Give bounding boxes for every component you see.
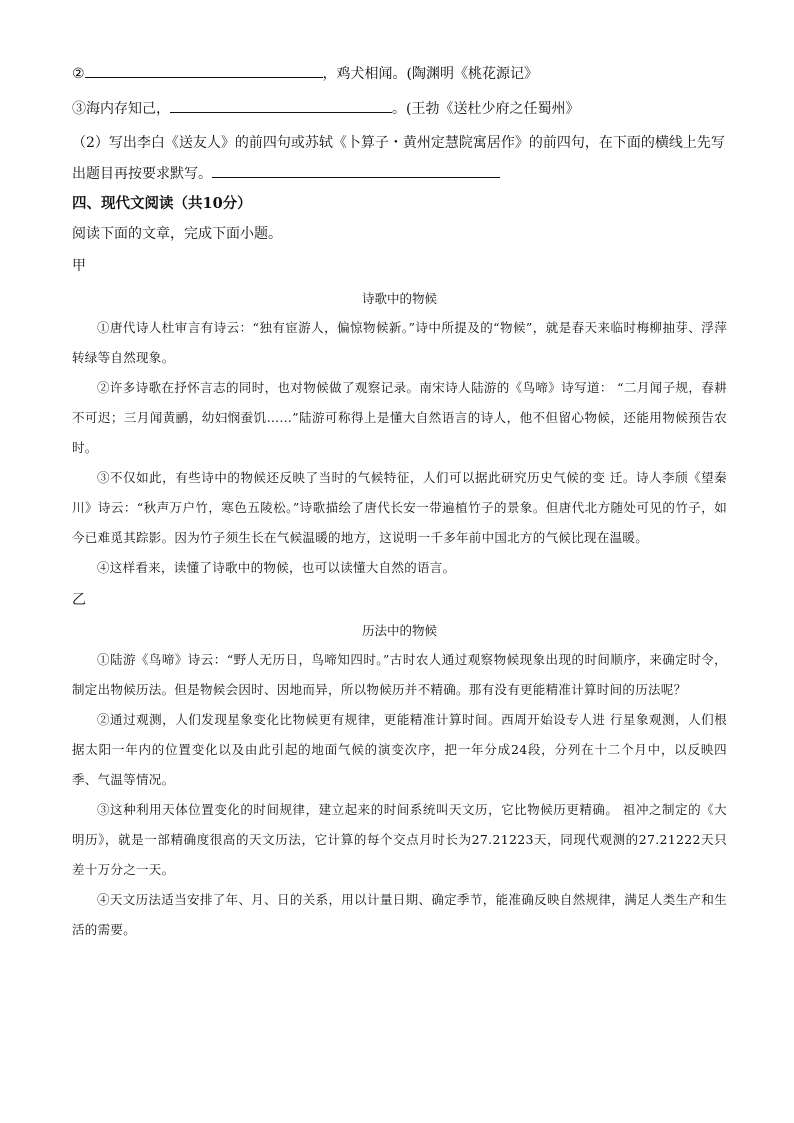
fill-line-2 (72, 62, 727, 85)
answer-blank-2[interactable] (85, 62, 323, 78)
article-b-paragraph-2: ②通过观测，人们发现星象变化比物候更有规律，更能精准计算时间。西周开始设专人进 行星象观测，人们根据太阳一年内的位置变化以及由此引起的地面气候的演变次序，把一年分成24段，分列在十二个月中，以反映四季、气温等情况。 (72, 712, 727, 787)
article-b-label: 乙 (72, 592, 86, 608)
article-b-paragraph-3: ③这种利用天体位置变化的时间规律，建立起来的时间系统叫天文历，它比物候历更精确。 祖冲之制定的《大明历》，就是一部精确度很高的天文历法，它计算的每个交点月时长为27.21223天，同现代观测的27.21222天只差十万分之一天。 (72, 802, 727, 877)
fill-line-3 (72, 97, 727, 120)
article-a-paragraph-2: ②许多诗歌在抒怀言志的同时，也对物候做了观察记录。南宋诗人陆游的《鸟啼》诗写道： “二月闻子规，春耕不可迟；三月闻黄鹂，幼妇悯蚕饥……”陆游可称得上是懂大自然语言的诗人，他不但留心物候，还能用物候预告农时。 (72, 380, 727, 455)
article-a-paragraph-3: ③不仅如此，有些诗中的物候还反映了当时的气候特征，人们可以据此研究历史气候的变 迁。诗人李颀《望秦川》诗云：“秋声万户竹，寒色五陵松。”诗歌描绘了唐代长安一带遍植竹子的景象。但唐代北方随处可见的竹子，如今已难觅其踪影。因为竹子须生长在气候温暖的地方，这说明一千多年前中国北方的气候比现在温暖。 (72, 470, 727, 545)
article-a-title: 诗歌中的物候 (361, 291, 437, 306)
article-b-paragraph-1: ①陆游《鸟啼》诗云：“野人无历日，鸟啼知四时。”古时农人通过观察物候现象出现的时间顺序，来确定时令，制定出物候历法。但是物候会因时、因地而异，所以物候历并不精确。那有没有更能精准计算时间的历法呢？ (72, 652, 727, 697)
article-a-label: 甲 (72, 258, 86, 274)
question-2-text: 出题目再按要求默写。 (72, 166, 212, 182)
item-3-source: 。(王勃《送杜少府之任蜀州》 (392, 101, 580, 117)
document-page (72, 62, 727, 945)
section-4-instruction: 阅读下面的文章，完成下面小题。 (72, 226, 282, 242)
article-b-paragraph-4: ④天文历法适当安排了年、月、日的关系，用以计量日期、确定季节，能准确反映自然规律，满足人类生产和生活的需要。 (72, 892, 727, 937)
question-2-line-1: （2）写出李白《送友人》的前四句或苏轼《卜算子・黄州定慧院寓居作》的前四句，在下面的横线上先写 (72, 135, 725, 151)
answer-blank-q2[interactable] (212, 162, 500, 178)
article-a-paragraph-1: ①唐代诗人杜审言有诗云：“独有宦游人，偏惊物候新。”诗中所提及的“物候”，就是春天来临时梅柳抽芽、浮萍转绿等自然现象。 (72, 320, 727, 365)
answer-blank-3[interactable] (170, 97, 392, 113)
section-4-title: 四、现代文阅读（共10分） (72, 195, 252, 212)
item-2-text: ，鸡犬相闻。(陶渊明《桃花源记》 (322, 66, 539, 82)
item-3-text: ③海内存知己， (72, 101, 170, 117)
item-2-number: ② (72, 66, 85, 82)
question-2-line-2 (72, 162, 727, 185)
article-a-paragraph-4: ④这样看来，读懂了诗歌中的物候，也可以读懂大自然的语言。 (97, 560, 456, 575)
article-b-title: 历法中的物候 (361, 623, 437, 638)
